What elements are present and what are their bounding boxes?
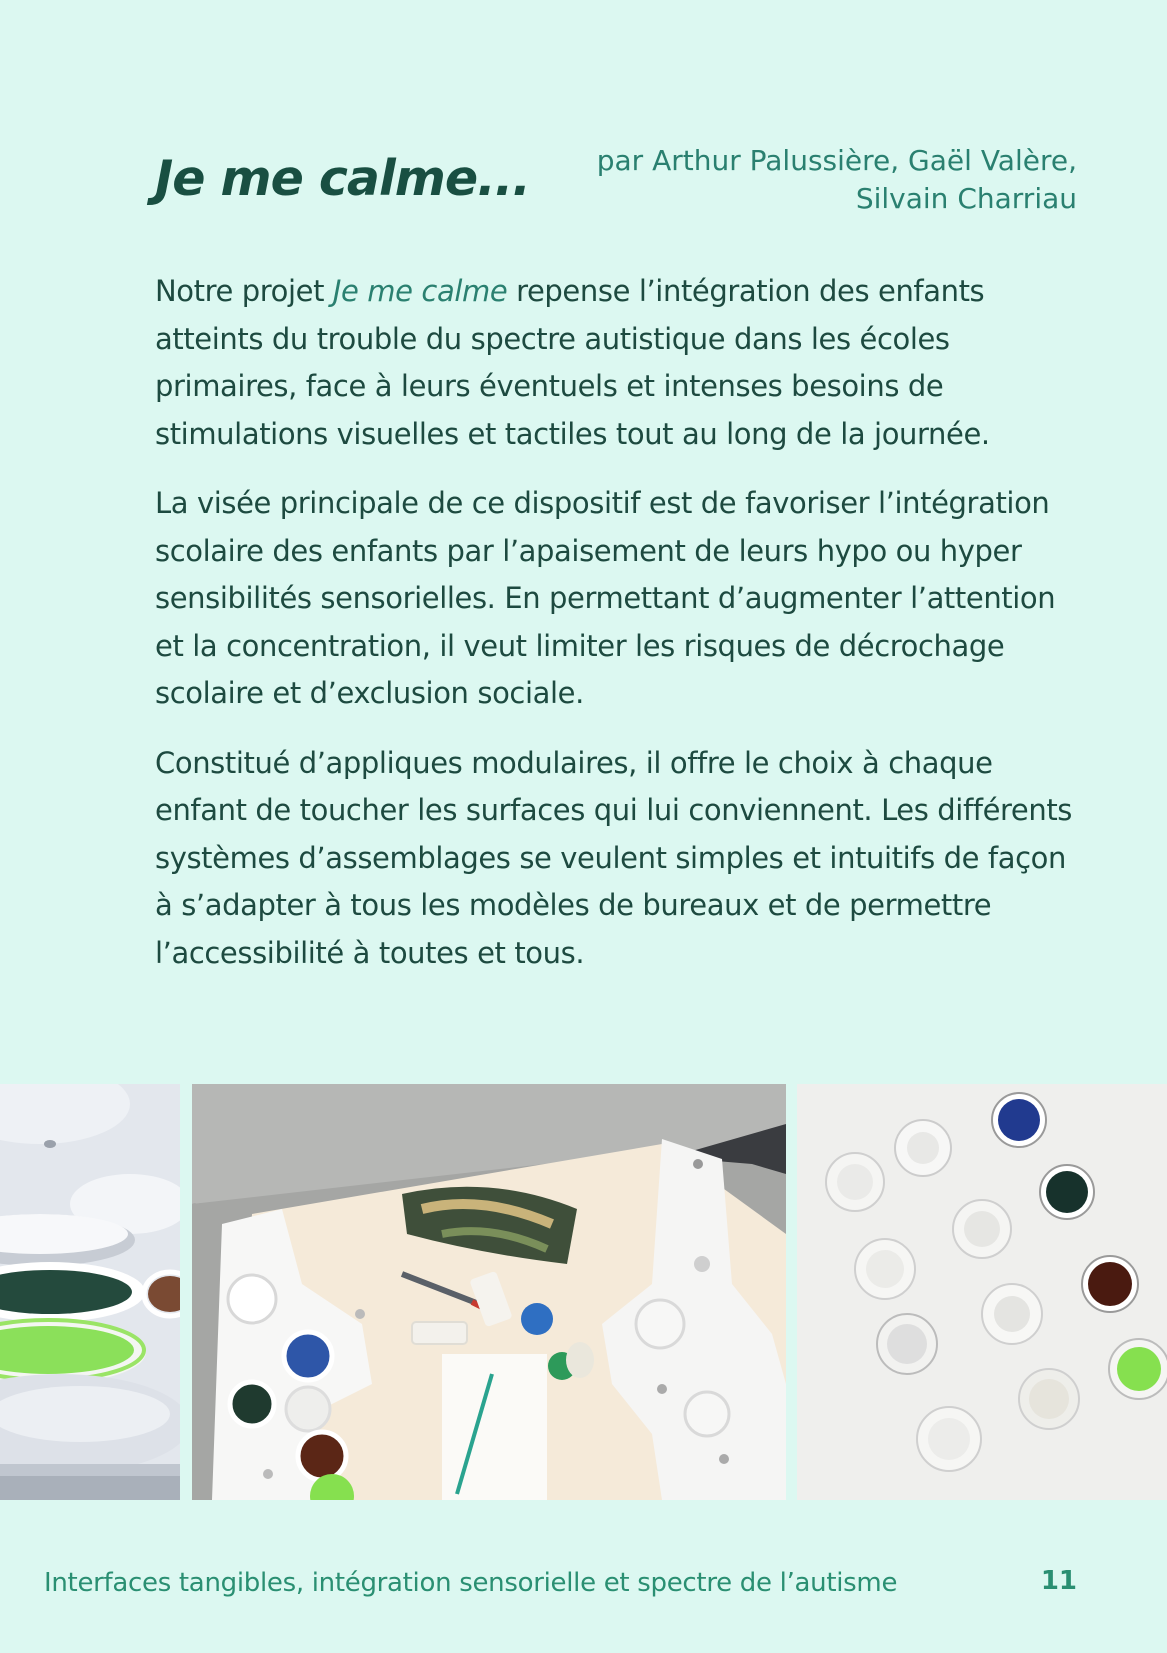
paragraph-3: Constitué d’appliques modulaires, il offre le choix à chaque enfant de toucher les surfaces qui lui conviennent. Les différents systèmes d’assemblages se veulent simples et intuitifs de façon à s’adapter à tous les modèles de bureaux et de permettre l’accessibilité à toutes et tous.: [155, 745, 1072, 970]
tactile-pads-closeup-photo: [0, 1084, 180, 1500]
page-number: 11: [1040, 1566, 1077, 1596]
desk-with-modular-appliques-photo: [192, 1084, 786, 1500]
paragraph-1-start: Notre projet: [155, 274, 333, 308]
page-title: Je me calme...: [155, 150, 530, 207]
textured-pads-scattered-photo: [797, 1084, 1167, 1500]
paragraph-1: [155, 268, 1085, 458]
authors-line-1: par Arthur Palussière, Gaël Valère,: [596, 144, 1077, 177]
footer-running-title: Interfaces tangibles, intégration sensorielle et spectre de l’autisme: [44, 1568, 898, 1598]
authors-line-2: Silvain Charriau: [855, 182, 1077, 215]
paragraph-2: La visée principale de ce dispositif est de favoriser l’intégration scolaire des enfants par l’apaisement de leurs hypo ou hyper sensibilités sensorielles. En permettant d’augmenter l’attention et la concentration, il veut limiter les risques de décrochage scolaire et d’exclusion sociale.: [155, 486, 1056, 710]
article-body: [155, 268, 1085, 999]
paragraph-1-rest: repense l’intégration des enfants atteints du trouble du spectre autistique dans les écoles primaires, face à leurs éventuels et intenses besoins de stimulations visuelles et tactiles tout au long de la journée.: [155, 274, 990, 451]
project-name-emphasis: Je me calme: [332, 274, 508, 308]
authors-byline: [517, 142, 1077, 218]
